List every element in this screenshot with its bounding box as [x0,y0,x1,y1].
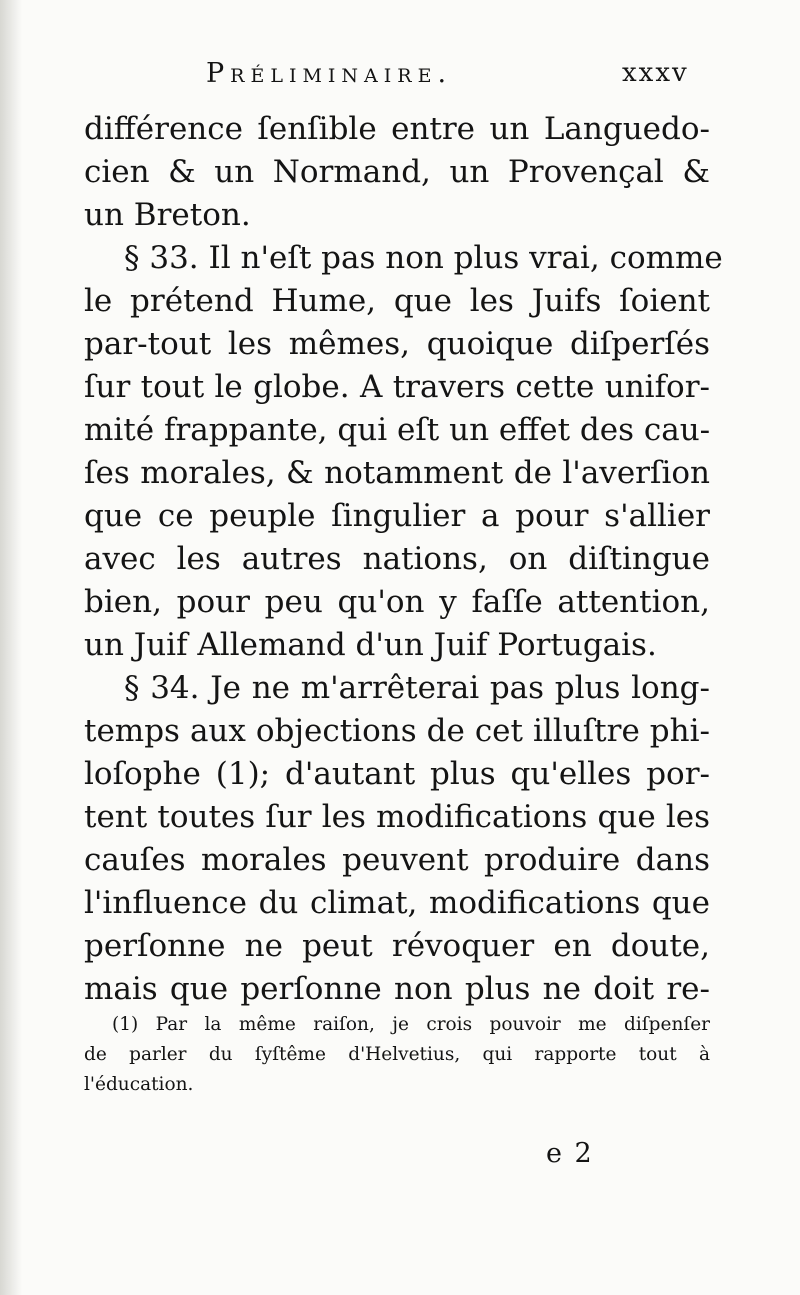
text-line: bien, pour peu qu'on y faſſe attention, [84,584,710,620]
running-title: Préliminaire. [206,58,453,89]
text-line: cien & un Normand, un Provençal & [84,154,710,190]
text-line: que ce peuple ſingulier a pour s'allier [84,498,710,534]
footnote-line: l'éducation. [84,1074,194,1095]
footnote-line: de parler du ſyſtême d'Helvetius, qui rapporte tout à [84,1044,710,1065]
text-line: perſonne ne peut révoquer en doute, [84,928,710,964]
text-line: l'influence du climat, modifications que [84,885,710,921]
text-line: temps aux objections de cet illuſtre phi- [84,713,710,749]
running-head [0,58,800,102]
gutter-shadow [0,0,22,1295]
text-line: avec les autres nations, on diſtingue [84,541,710,577]
footnote-line: (1) Par la même raiſon, je crois pouvoir me diſpenſer [112,1014,710,1035]
text-line: mais que perſonne non plus ne doit re- [84,971,710,1007]
text-line: le prétend Hume, que les Juifs ſoient [84,283,710,319]
text-line: par-tout les mêmes, quoique diſperſés [84,326,710,362]
page-number: xxxv [622,58,689,88]
text-line: un Juif Allemand d'un Juif Portugais. [84,627,657,663]
text-line: ſur tout le globe. A travers cette unifor- [84,369,710,405]
text-line: loſophe (1); d'autant plus qu'elles por- [84,756,710,792]
text-line: ſes morales, & notamment de l'averſion [84,455,710,491]
text-line: cauſes morales peuvent produire dans [84,842,710,878]
text-line: un Breton. [84,197,251,233]
text-line: tent toutes ſur les modifications que les [84,799,710,835]
text-line: mité frappante, qui eſt un effet des cau- [84,412,711,448]
body-text [84,108,723,1011]
paragraph-34-start: § 34. Je ne m'arrêterai pas plus long- [124,670,710,706]
signature-mark: e 2 [546,1138,594,1169]
footnote [84,1010,710,1100]
paragraph-33-start: § 33. Il n'eſt pas non plus vrai, comme [124,240,723,276]
text-line: différence ſenſible entre un Languedo- [84,111,710,147]
